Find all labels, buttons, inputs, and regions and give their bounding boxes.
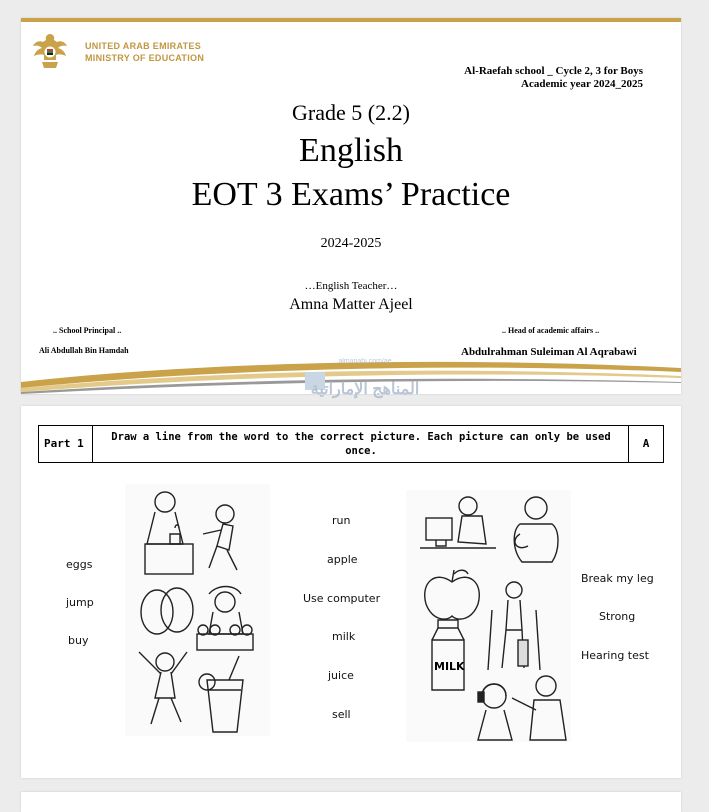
teacher-label: …English Teacher… (304, 280, 398, 292)
year-label: 2024-2025 (320, 236, 382, 251)
section-label: A (628, 426, 663, 462)
word-strong: Strong (599, 610, 636, 623)
gold-top-bar (21, 18, 681, 22)
word-juice: juice (328, 669, 354, 682)
milk-carton-label: MILK (434, 660, 465, 673)
head-name: Abdulrahman Suleiman Al Aqrabawi (461, 346, 637, 358)
school-info (464, 65, 643, 91)
principal-name: Ali Abdullah Bin Hamdah (39, 346, 129, 355)
right-picture-panel (406, 490, 571, 742)
word-eggs: eggs (66, 558, 93, 571)
broken-leg-icon (488, 582, 540, 670)
exercise-page (21, 406, 681, 778)
word-milk: milk (332, 630, 356, 643)
watermark-arabic: المناهج الإماراتية (310, 381, 420, 398)
ministry-line1: UNITED ARAB EMIRATES (85, 41, 201, 51)
right-pictures (406, 490, 571, 742)
academic-year: Academic year 2024_2025 (521, 78, 643, 90)
exercise-header (38, 425, 664, 463)
left-picture-panel (125, 484, 270, 736)
word-jump: jump (66, 596, 94, 609)
juice-glass-icon (199, 656, 243, 732)
next-page (21, 792, 681, 812)
word-use-computer: Use computer (303, 592, 381, 605)
instruction-text: Draw a line from the word to the correct picture. Each picture can only be used once. (111, 431, 611, 457)
jumping-child-icon (139, 652, 187, 724)
hearing-test-icon (478, 676, 566, 740)
exam-title: EOT 3 Exams’ Practice (191, 176, 511, 213)
school-name: Al-Raefah school _ Cycle 2, 3 for Boys (464, 65, 643, 77)
teacher-name: Amna Matter Ajeel (289, 296, 413, 313)
site-watermark (300, 358, 430, 399)
uae-emblem-icon (31, 30, 69, 72)
watermark-url: almanahj.com/ae (338, 358, 392, 365)
word-buy: buy (68, 634, 89, 647)
left-pictures (125, 484, 270, 736)
subject-title: English (299, 132, 403, 169)
cover-page (21, 18, 681, 394)
shop-scene-icon (145, 492, 237, 574)
ministry-name (85, 40, 204, 64)
word-sell: sell (332, 708, 351, 721)
ministry-line2: MINISTRY OF EDUCATION (85, 53, 205, 63)
word-break-my-leg: Break my leg (581, 572, 654, 585)
principal-label: .. School Principal .. (53, 326, 122, 335)
eggs-icon (141, 588, 193, 634)
grade-title: Grade 5 (2.2) (292, 100, 410, 125)
part-label: Part 1 (39, 426, 93, 462)
fruit-seller-icon (197, 587, 253, 651)
milk-carton-icon (432, 620, 464, 690)
apple-icon (425, 570, 480, 619)
computer-icon (420, 497, 496, 548)
word-apple: apple (327, 553, 358, 566)
word-run: run (332, 514, 351, 527)
head-label: .. Head of academic affairs .. (502, 326, 600, 335)
word-hearing-test: Hearing test (581, 649, 649, 662)
strong-man-icon (514, 497, 558, 562)
